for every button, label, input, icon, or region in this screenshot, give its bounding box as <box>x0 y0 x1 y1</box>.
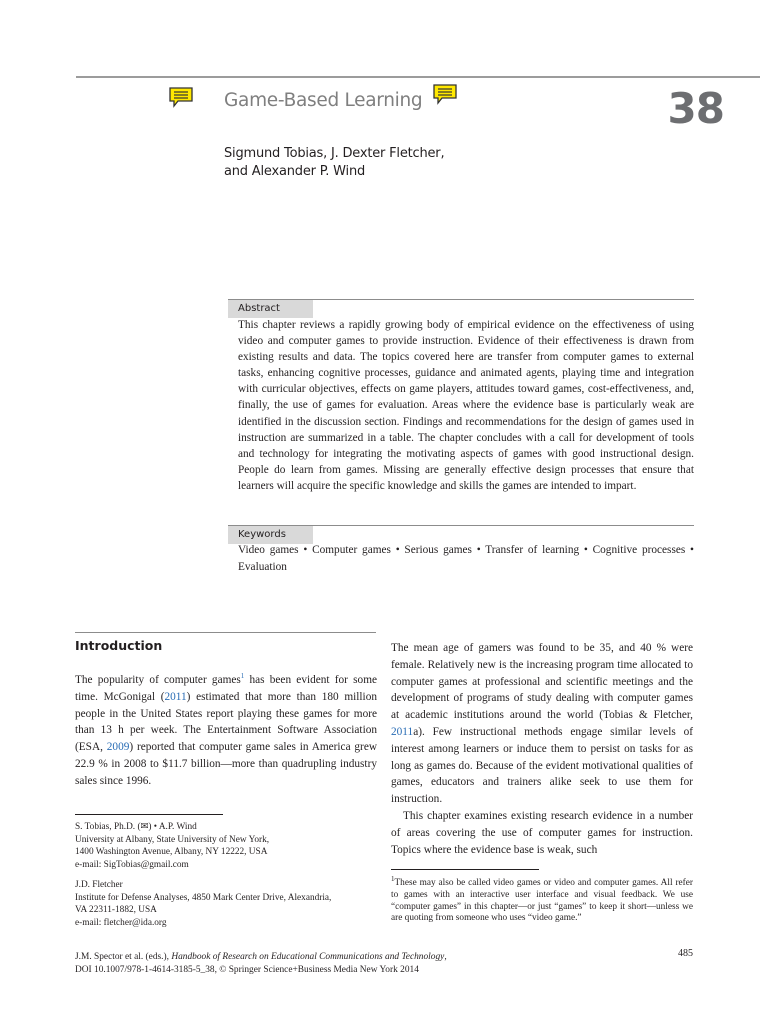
doi-line: DOI 10.1007/978-1-4614-3185-5_38, © Springer Science+Business Media New York 2014 <box>75 964 419 975</box>
authors <box>224 145 524 181</box>
page-number: 485 <box>678 948 693 959</box>
abstract-label: Abstract <box>228 300 313 318</box>
chapter-title: Game-Based Learning <box>224 90 423 111</box>
comment-note-icon[interactable] <box>432 83 458 103</box>
right-column <box>391 640 693 858</box>
keywords-label: Keywords <box>228 526 313 544</box>
top-rule <box>76 76 760 78</box>
left-column <box>75 672 377 790</box>
paragraph: The popularity of computer games$^1$ has been evident for some time. McGonigal (2011) estimated that more than 180 million people in the United States report playing these games for more than 13 h per week. The Entertainment Software Association (ESA, 2009) reported that computer game sales in America grew 22.9 % in 2008 to $11.7 billion—more than quadrupling industry sales since 1996. <box>75 672 377 787</box>
paragraph: The mean age of gamers was found to be 35, and 40 % were female. Relatively new is the increasing program time allocated to computer games at professional and scientific meetings and the development of programs of study dealing with computer games at academic institutions around the world (Tobias & Fletcher, 2011a). Few instructional methods engage similar levels of interest among learners or induce them to persist on tasks for as long as games do. Because of the evident motivational qualities of games, educators and trainers alike seek to use them for instruction. <box>391 642 693 806</box>
chapter-number: 38 <box>667 84 724 133</box>
footnote-marker[interactable]: 1 <box>240 672 245 681</box>
citation-link[interactable]: 2009 <box>106 741 130 754</box>
abstract-text: This chapter reviews a rapidly growing body of empirical evidence on the effectiveness of using video and computer games to provide instruction. Evidence of their effectiveness is drawn from existing results and data. The topics covered here are transfer from computer games to external tasks, enhancing cognitive processes, guidance and animated agents, playing time and integration with curricular objectives, effects on game players, attitudes toward games, cost-effectiveness, and, finally, the use of games for evaluation. Areas where the evidence base is particularly weak are identified in the discussion section. Findings and recommendations for the design of games used in instruction are summarized in a table. The chapter concludes with a call for development of tools and technology for integrating the motivating aspects of games with good instructional design. People do learn from games. Missing are generally effective design processes that ensure that learners will acquire the specific knowledge and skills the games are intended to impart. <box>238 319 694 492</box>
book-citation: J.M. Spector et al. (eds.), Handbook of Research on Educational Communications and Technology, DOI 10.1007/978-1-4614-3185-5_38, © Springer Science+Business Media New York 2014 <box>75 951 595 977</box>
comment-note-icon[interactable] <box>168 86 194 106</box>
footnote-rule <box>391 869 539 870</box>
authors-line: Sigmund Tobias, J. Dexter Fletcher, <box>224 146 445 161</box>
footnote-marker: 1 <box>391 874 395 883</box>
paragraph: This chapter examines existing research evidence in a number of areas covering the use of computer games for instruction. Topics where the evidence base is weak, such <box>391 809 693 856</box>
citation-link[interactable]: 2011 <box>391 725 414 738</box>
affiliation-block: J.D. Fletcher Institute for Defense Analyses, 4850 Mark Center Drive, Alexandria, VA 22311-1882, USA e-mail: fletcher@ida.org <box>75 880 332 928</box>
keywords-text: Video games • Computer games • Serious games • Transfer of learning • Cognitive processes • Evaluation <box>238 544 694 573</box>
authors-line: and Alexander P. Wind <box>224 164 366 179</box>
footnote: $^1$These may also be called video games or video and computer games. All refer to games with an interactive user interface and visual feedback. We use “computer games” in this chapter—or just “games” to keep it short—unless we are quoting from someone who uses “video game.” <box>391 874 693 924</box>
affiliation-block: S. Tobias, Ph.D. (✉) • A.P. Wind University at Albany, State University of New York, 1400 Washington Avenue, Albany, NY 12222, USA e-mail: SigTobias@gmail.com <box>75 822 270 870</box>
section-heading: Introduction <box>75 638 163 653</box>
affiliation-rule <box>75 814 223 815</box>
citation-link[interactable]: 2011 <box>164 690 187 703</box>
intro-rule <box>75 632 376 633</box>
